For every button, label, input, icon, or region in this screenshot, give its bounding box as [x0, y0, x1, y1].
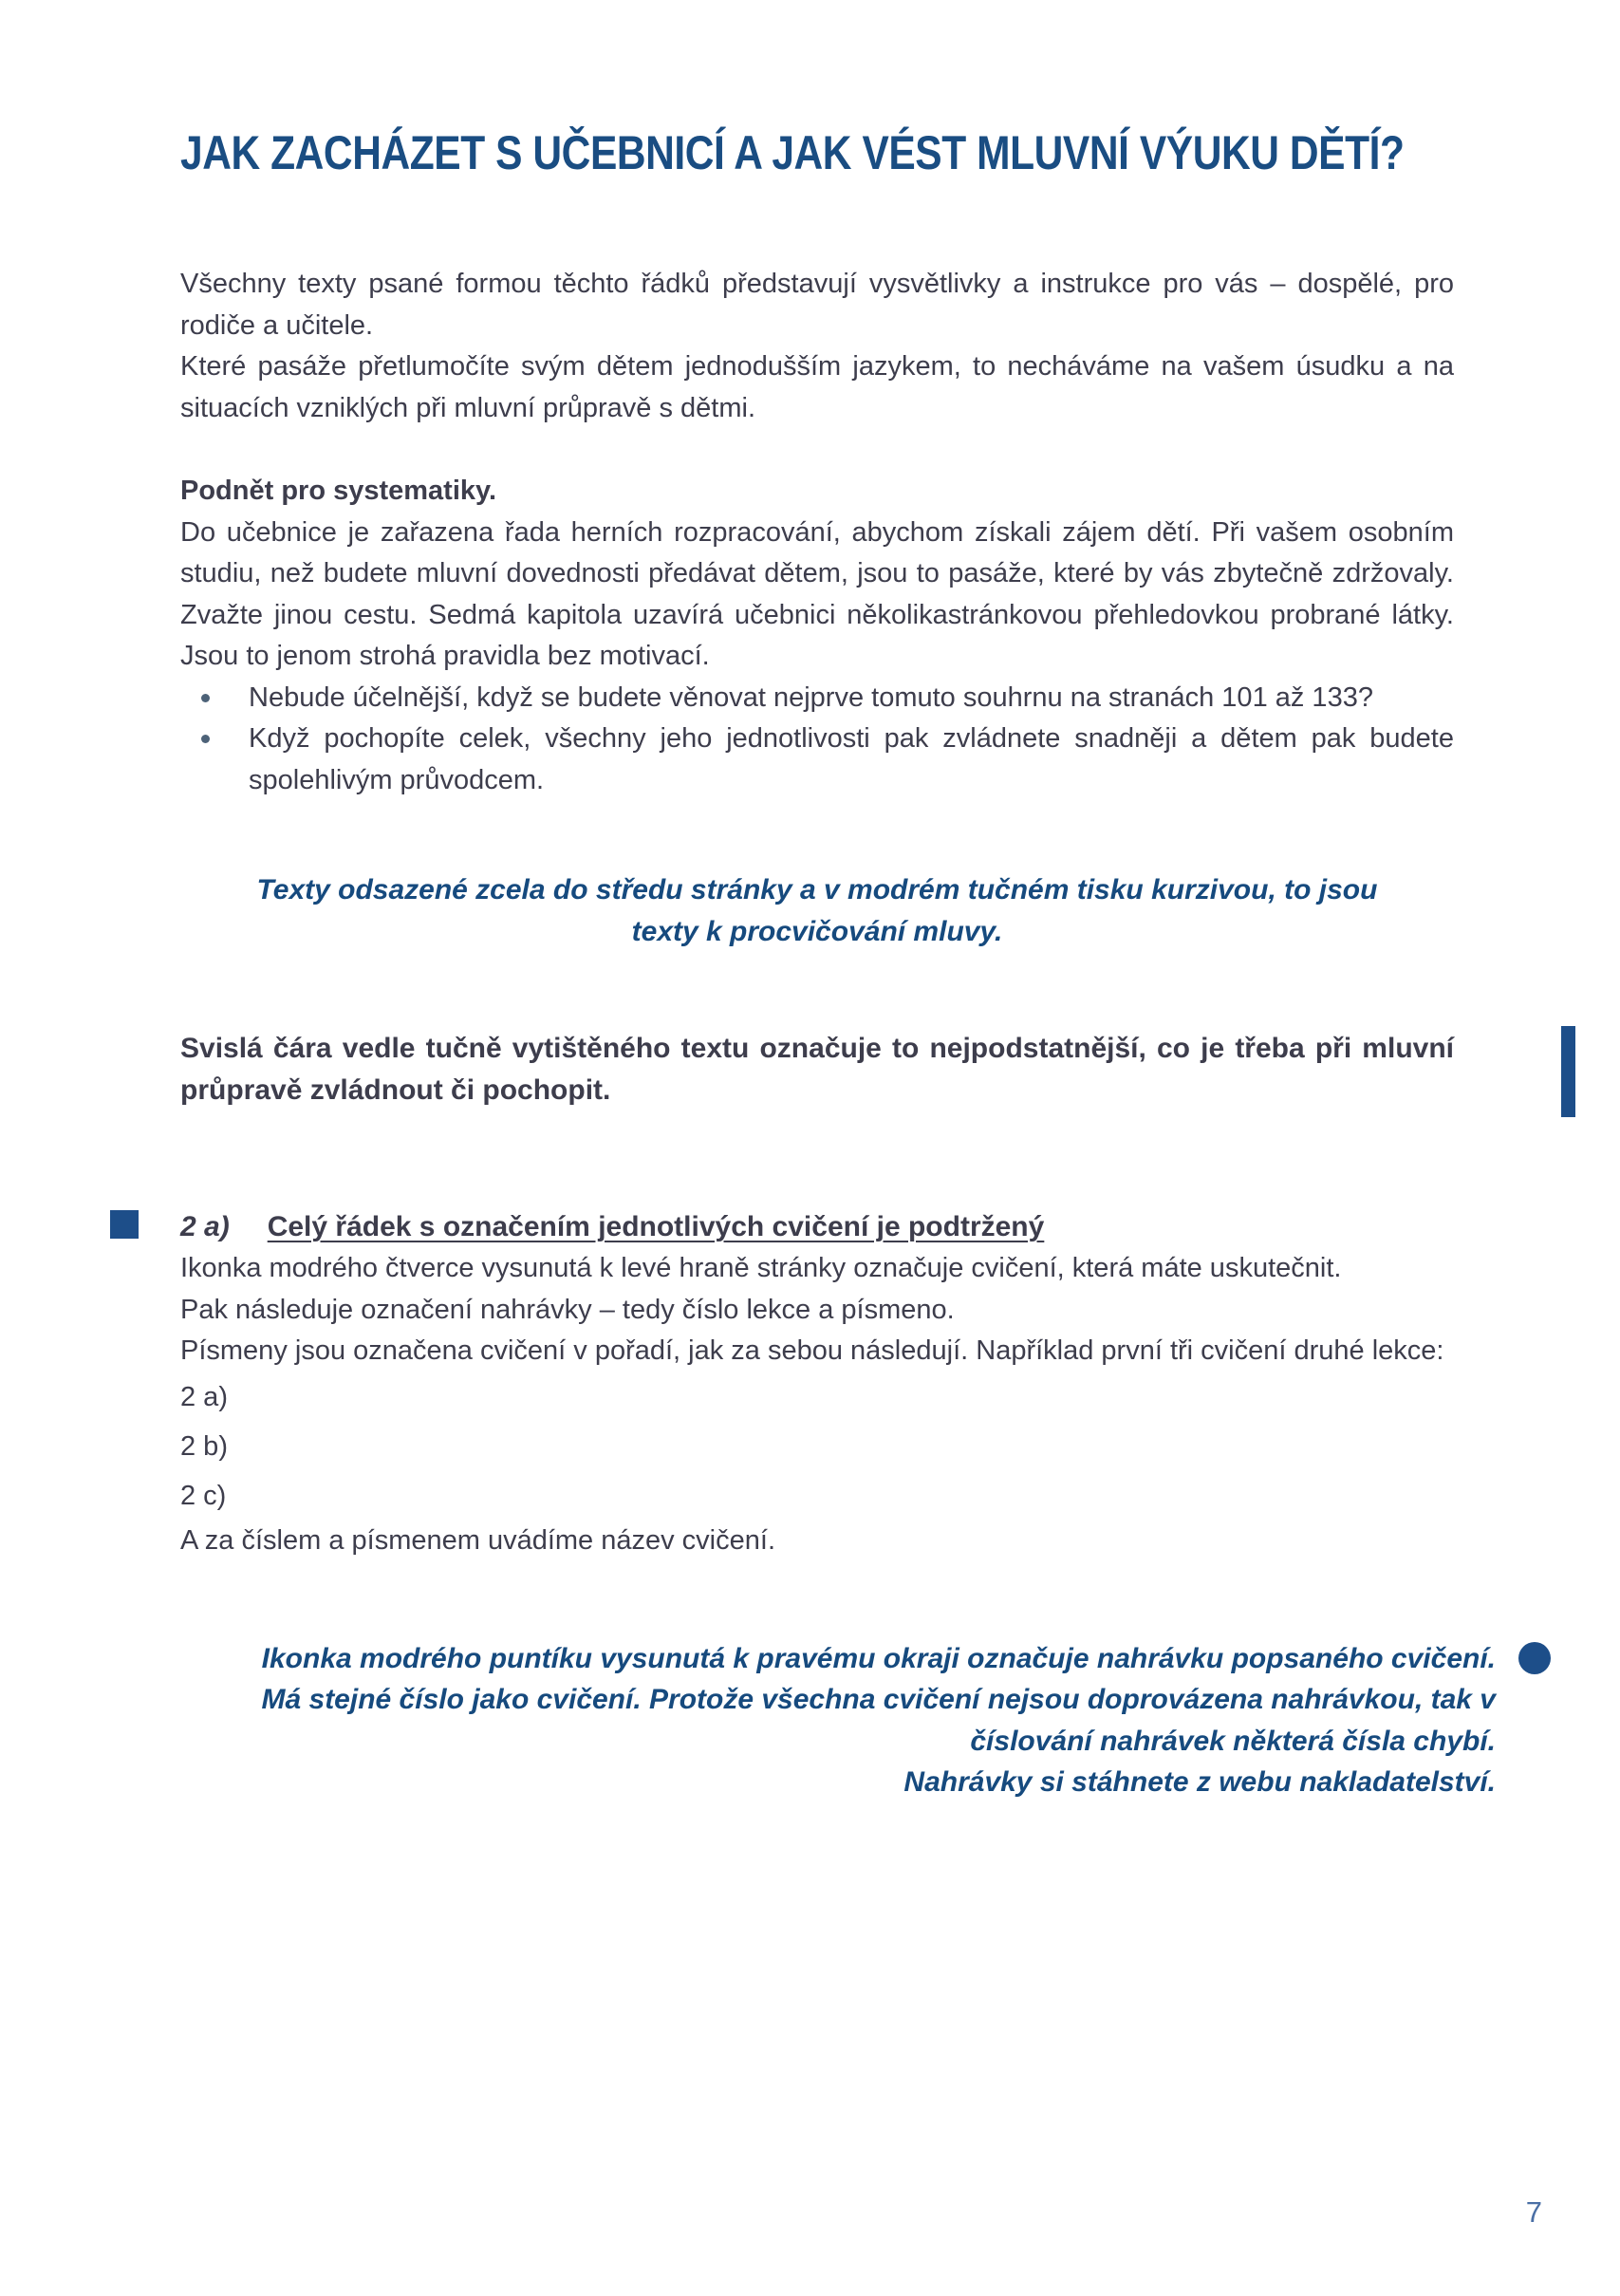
systematics-heading: Podnět pro systematiky. — [180, 476, 497, 506]
audio-note-line: Má stejné číslo jako cvičení. Protože všechna cvičení nejsou doprovázena nahrávkou, tak v číslování nahrávek některá čísla chybí. — [261, 1684, 1496, 1757]
intro-paragraph-1: Všechny texty psané formou těchto řádků představují vysvětlivky a instrukce pro vás – dospělé, pro rodiče a učitele. — [180, 269, 1454, 341]
bullet-list — [180, 678, 1454, 802]
systematics-section — [180, 471, 1454, 801]
exercise-paragraph-1: Ikonka modrého čtverce vysunutá k levé hraně stránky označuje cvičení, která máte uskutečnit. — [180, 1253, 1342, 1283]
exercise-section — [180, 1205, 1454, 1562]
list-item — [180, 678, 1454, 719]
systematics-body: Do učebnice je zařazena řada herních rozpracování, abychom získali zájem dětí. Při vašem osobním studiu, než budete mluvní dovednosti předávat dětem, jsou to pasáže, které by vás zbytečně zdržovaly. Zvažte jinou cestu. Sedmá kapitola uzavírá učebnici několikastránkovou přehledovkou probrané látky. Jsou to jenom strohá pravidla bez motivací. — [180, 516, 1454, 671]
bullet-icon — [201, 694, 210, 702]
page-number: 7 — [1525, 2195, 1542, 2229]
exercise-header — [180, 1205, 1454, 1248]
list-item — [180, 719, 1454, 801]
exercise-item-list — [180, 1372, 1454, 1521]
exercise-item: 2 c) — [180, 1480, 227, 1511]
centered-practice-note: Texty odsazené zcela do středu stránky a v modrém tučném tisku kurzivou, to jsou texty k procvičování mluvy. — [256, 874, 1378, 947]
vertical-bar-note-text: Svislá čára vedle tučně vytištěného textu označuje to nejpodstatnější, co je třeba při mluvní průpravě zvládnout či pochopit. — [180, 1033, 1454, 1106]
blue-square-icon — [110, 1210, 139, 1239]
exercise-label: 2 a) — [180, 1211, 230, 1242]
exercise-paragraph-3: Písmeny jsou označena cvičení v pořadí, jak za sebou následují. Například první tři cvičení druhé lekce: — [180, 1335, 1444, 1366]
bullet-icon — [201, 735, 210, 743]
exercise-paragraph-2: Pak následuje označení nahrávky – tedy číslo lekce a písmeno. — [180, 1294, 955, 1325]
audio-note-line: Ikonka modrého puntíku vysunutá k pravému okraji označuje nahrávku popsaného cvičení. — [261, 1642, 1496, 1674]
page-title: JAK ZACHÁZET S UČEBNICÍ A JAK VÉST MLUVNÍ VÝUKU DĚTÍ? — [180, 126, 1405, 179]
audio-note-section — [218, 1638, 1496, 1803]
exercise-item: 2 a) — [180, 1381, 228, 1412]
intro-paragraph-2: Které pasáže přetlumočíte svým dětem jednodušším jazykem, to necháváme na vašem úsudku a na situacích vzniklých při mluvní průpravě s dětmi. — [180, 351, 1454, 423]
exercise-paragraph-4: A za číslem a písmenem uvádíme název cvičení. — [180, 1525, 775, 1557]
exercise-heading: Celý řádek s označením jednotlivých cvičení je podtržený — [267, 1211, 1045, 1242]
vertical-bar-icon — [1561, 1026, 1575, 1117]
bullet-text: Nebude účelnější, když se budete věnovat nejprve tomuto souhrnu na stranách 101 až 133? — [249, 681, 1373, 713]
bullet-text: Když pochopíte celek, všechny jeho jednotlivosti pak zvládnete snadněji a dětem pak budete spolehlivým průvodcem. — [249, 723, 1454, 795]
audio-note-line: Nahrávky si stáhnete z webu nakladatelství. — [903, 1766, 1496, 1799]
vertical-bar-note — [180, 1028, 1454, 1111]
blue-dot-icon — [1518, 1642, 1551, 1674]
intro-section — [180, 264, 1454, 429]
exercise-item: 2 b) — [180, 1430, 228, 1462]
